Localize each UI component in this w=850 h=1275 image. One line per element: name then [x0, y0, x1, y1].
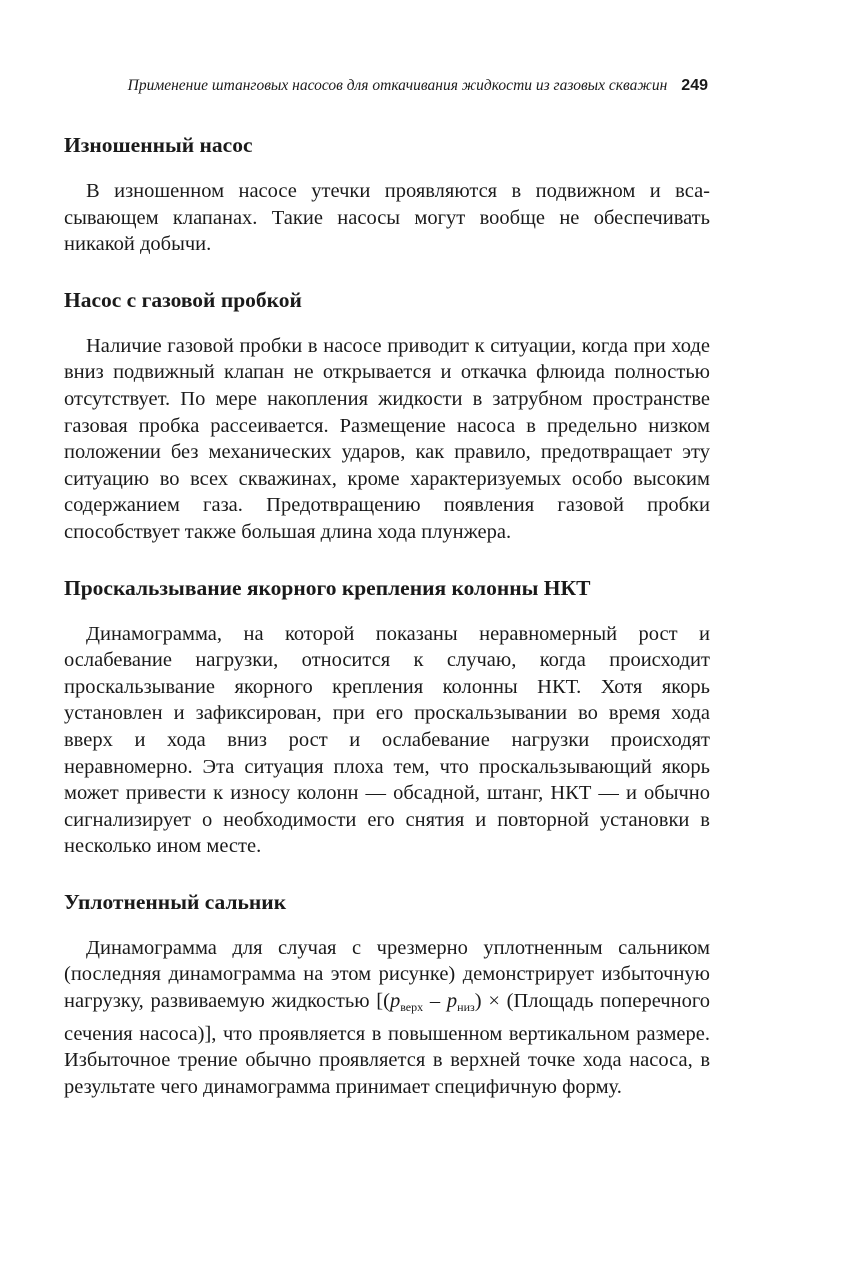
section-heading: Насос с газовой пробкой [64, 287, 302, 312]
page-content [64, 130, 710, 1100]
section-worn-pump [64, 130, 710, 258]
running-head-title: Применение штанговых насосов для откачивания жидкости из газовых скважин [127, 77, 668, 94]
section-heading: Уплотненный сальник [64, 889, 287, 914]
subscript-bottom: низ [457, 1000, 475, 1015]
paragraph-text-after: ) × (Площадь поперечного сечения насоса)], что проявляется в повышенном вертикальном размере. Избыточное трение обычно проявляется в верхней точке хода насоса, в результате чего динамограмма принимает специфичную форму. [64, 990, 710, 1098]
running-head [108, 76, 708, 96]
section-tubing-anchor-slip [64, 573, 710, 860]
section-tight-stuffing-box [64, 887, 710, 1101]
pressure-symbol-top: p [389, 990, 401, 1013]
section-paragraph: Наличие газовой пробки в насосе приводит к ситуации, когда при ходе вниз подвижный клапан не открывается и откачка флюида полностью отсутствует. По мере накопления жидкости в затрубном пространстве газовая пробка рассеивается. Размещение насоса в предельно низком положении без механических ударов, как правило, предотвращает эту ситуацию во всех скважинах, кроме характеризуемых особо высоким содержанием газа. Предотвращению появления газовой пробки способствует также большая длина хода плунжера. [64, 334, 710, 543]
section-paragraph [64, 935, 710, 1101]
section-heading: Изношенный насос [64, 133, 253, 157]
section-heading: Проскальзывание якорного крепления колонны НКТ [64, 575, 591, 600]
subscript-top: верх [400, 1000, 424, 1015]
page-number: 249 [681, 77, 708, 94]
section-paragraph: В изношенном насосе утечки проявляются в подвижном и всасывающем клапанах. Такие насосы могут вообще не обеспечивать никакой добычи. [64, 180, 710, 256]
section-gas-lock [64, 285, 710, 546]
paragraph-text-before: Динамограмма для случая с чрезмерно уплотненным сальником (последняя динамограмма на этом рисунке) демонстрирует избыточную нагрузку, развиваемую жидкостью [( [64, 936, 710, 1013]
pressure-symbol-bottom: p [446, 990, 458, 1013]
section-paragraph: Динамограмма, на которой показаны неравномерный рост и ослабевание нагрузки, относится к случаю, когда происходит проскальзывание якорного крепления колонны НКТ. Хотя якорь установлен и зафиксирован, при его проскальзывании во время хода вверх и хода вниз рост и ослабевание нагрузки происходят неравномерно. Эта ситуация плоха тем, что проскальзывающий якорь может привести к износу колонн — обсадной, штанг, НКТ — и обычно сигнализирует о необходимости его снятия и повторной установки в несколько ином месте. [64, 622, 710, 858]
minus-sign: – [423, 990, 447, 1013]
